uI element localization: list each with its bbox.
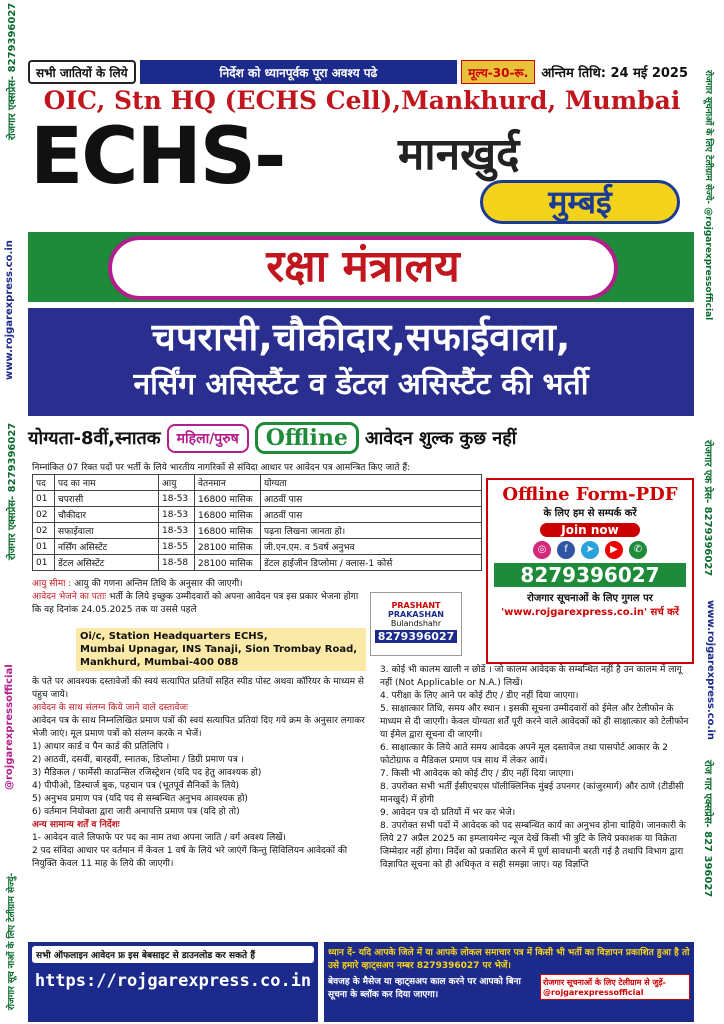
table-cell: डेंटल हाईजीन डिप्लोमा / क्लास-1 कोर्स [261,555,482,571]
table-cell: चौकीदार [55,507,159,523]
rule-item: 5. साक्षात्कार तिथि, समय और स्थान । इसकी सूचना उम्मीदवारों को ईमेल और टेलीफोन के माध्यम से दी जाएगी। केवल योग्यता शर्तें पूरी करने वाले आवेदकों को ही साक्षात्कार को टेलीफोन या ईमेल द्वारा सूचना दी जाएगी। [380,704,689,740]
table-row [33,523,482,539]
doc-item: 1) आधार कार्ड व पैन कार्ड की प्रतिलिपि । [32,742,170,752]
telegram-icon[interactable]: ➤ [581,541,599,559]
doc-item: 4) पीपीओ, डिस्चार्ज बुक, पहचान पत्र (भूतपूर्व सैनिकों के लिये) [32,781,240,791]
castes-label: सभी जातियों के लिये [28,60,136,84]
table-cell: 16800 मासिक [195,523,261,539]
posts-banner [28,308,694,416]
send-address [32,591,362,617]
echs-title: ECHS- [30,112,285,202]
top-bar [28,58,694,86]
address-line: Mumbai Upnagar, INS Tanaji, Sion Trombay Road, [80,644,358,655]
rule-item: 3. कोई भी कालम खाली न छोडें । जो कालम आवेदक के सम्बन्धित नहीं है उन कालम में लागू नहीं (Not Applicable or N.A.) लिखें। [380,665,682,688]
rule-item: 9. आवेदन पत्र दो प्रतियों में भर कर भेजे। [380,808,516,818]
age-limit [32,578,362,591]
table-cell: 16800 मासिक [195,491,261,507]
docs-label: आवेदन के साथ संलग्न किये जाने वाले दस्तावेजः [32,703,188,713]
side-text-right-url[interactable]: www.rojgarexpress.co.in [705,600,716,740]
table-cell: सफाईवाला [55,523,159,539]
logo-phone: 8279396027 [375,630,457,643]
side-text-left-insta[interactable]: @rojgarexpressofficial [4,664,15,790]
table-header: योग्यता [261,475,482,491]
right-column [380,664,694,872]
table-cell: 18-55 [159,539,195,555]
gender-badge: महिला/पुरुष [167,424,249,453]
ad-phone[interactable]: 8279396027 [494,563,686,587]
table-cell: 16800 मासिक [195,507,261,523]
table-cell: 28100 मासिक [195,555,261,571]
table-header: वेतनमान [195,475,261,491]
table-cell: आठवीं पास [261,491,482,507]
table-cell: 01 [33,539,55,555]
table-cell: 02 [33,523,55,539]
address-line: Oi/c, Station Headquarters ECHS, [80,631,268,642]
general-item: 2 पद संविदा आधार पर वर्तमान में केवल 1 वर्ष के लिये भरे जाएंगें किन्तु सिविलियन आवेदकों की नियुक्ति केवल 11 माह के लिये की जाएगी। [32,846,348,869]
side-text-right-top: रोजगार सूचनाओं के लिए टेलीग्राम सेज्ये- @rojgarexpressofficial [703,70,713,321]
left-column [32,578,362,617]
table-row [33,507,482,523]
table-cell: नर्सिंग असिस्टेंट [55,539,159,555]
age-label: आयु सीमा : [32,579,72,589]
table-cell: 18-58 [159,555,195,571]
vacancy-table [32,474,482,571]
footer-notice: ध्यान दें- यदि आपके जिले में या आपके लोकल समाचार पत्र में किसी भी भर्ती का विज्ञापन प्रकाशित हुआ है तो उसे हमारे व्हाट्सअप नम्बर 8279396027 पर भेजें। [328,948,690,971]
footer-right [324,942,694,1022]
rule-item: 7. किसी भी आवेदक को कोई टीए / डीए नहीं दिया जाएगा। [380,769,574,779]
intro-text: निम्नांकित 07 रिक्त पदों पर भर्ती के लिये भारतीय नागरिकों से संविदा आधार पर आवेदन पत्र आमन्त्रित किए जाते हैं: [32,463,411,473]
logo-city: Bulandshahr [390,619,442,628]
table-cell: 28100 मासिक [195,539,261,555]
footer-url[interactable]: https://rojgarexpress.co.in [34,971,312,991]
footer-download-text: सभी ऑफलाइन आवेदन फ्र इस बेबसाइट से डाउनलोड कर सकते हैं [32,946,314,963]
side-text-left-phone: रोजगार एक्सप्रेस- 8279396027 [7,422,18,560]
address-box [76,628,366,671]
side-text-left-url[interactable]: www.rojgarexpress.co.in [4,240,15,380]
table-header-row [33,475,482,491]
age-text: आयु की गणना अन्तिम तिथि के अनुसार की जाएगी। [74,579,243,589]
rule-item: 8. उपरोक्त सभी पदों में आवेदक को पद सम्बन्धित कार्य का अनुभव होना चाहिये। जानकारी के लिये 27 अप्रैल 2025 का इम्प्लायमेन्ट न्यूज देखें किसी भी त्रुटि के लिये प्रकाशक या विक्रेता जिम्मेदार नहीं होगा। निर्देश को प्रकाशित करने में पूर्ण सावधानी बरती गई है तथापि विभाग द्वारा विज्ञापित सूचना को ही अधिकृत व सही समझा जाए। यह विज्ञप्ति [380,821,686,870]
mankhurd-title: मानखुर्द [398,129,520,180]
rule-item: 8. उपरोक्त सभी भर्ती ईसीएचएस पॉलीक्लिनिक मुंबई उपनगर (कांजुरमार्ग) और ठाणे (टीडीसी मानखुर्द) में होगी [380,782,684,805]
offline-form-ad [486,478,694,664]
join-now-button[interactable]: Join now [540,523,640,537]
oic-heading: OIC, Stn HQ (ECHS Cell),Mankhurd, Mumbai [43,86,681,115]
doc-item: 5) अनुभव प्रमाण पत्र (यदि पद से सम्बन्धित अनुभव आवश्यक हो) [32,794,248,804]
table-row [33,491,482,507]
table-cell: आठवीं पास [261,507,482,523]
doc-item: 3) मैडिकल / फार्मेसी काउन्सिल रजिस्ट्रेशन (यदि पद हेतु आवश्यक हो) [32,768,262,778]
doc-item: 6) वर्तमान नियोक्ता द्वारा जारी अनापत्ति प्रमाण पत्र (यदि हो तो) [32,807,240,817]
eligibility-row [28,420,694,456]
instagram-icon[interactable]: ◎ [533,541,551,559]
table-cell: डेंटल असिस्टेंट [55,555,159,571]
ad-title: Offline Form-PDF [488,484,692,505]
general-item: 1- आवेदन वाले लिफाफे पर पद का नाम तथा अपना जाति / वर्ग अवश्य लिखें। [32,833,286,843]
table-cell: 18-53 [159,491,195,507]
table-cell: चपरासी [55,491,159,507]
mumbai-badge: मुम्बई [480,180,680,224]
table-cell: 01 [33,555,55,571]
posts-line1: चपरासी,चौकीदार,सफाईवाला, [151,315,571,359]
side-text-right-end: रोज गार एक्सप्रेस- 827 396027 [702,760,713,898]
logo-name1: PRASHANT [391,601,441,610]
send-text: भर्ती के लिये इच्छुक उम्मीदवारों को अपना आवेदन पत्र इस प्रकार भेजना होगा कि वह दिनांक 24.05.2025 तक या उससे पहले [32,592,359,615]
youtube-icon[interactable]: ▶ [605,541,623,559]
side-text-left-bottom: रोजगार सूच नाओं के लिए टेलीग्राम सेज्युं- [7,872,17,1010]
doc-item: 2) आठवीं, दसवीं, बारहवीं, स्नातक, डिप्लोमा / डिग्री प्रमाण पत्र । [32,755,244,765]
send-label: आवेदन भेजने का पताः [32,592,107,602]
footer-left [28,942,318,1022]
ad-site-text[interactable]: 'www.rojgarexpress.co.in' सर्च करें [501,607,679,618]
after-address: के पते पर आवश्यक दस्तावेजों की स्वयं सत्यापित प्रतियों सहित स्पीड पोस्ट अथवा कॉरियर के माध्यम से पंहुच जाये। [32,677,364,700]
footer-warning: बेवजह के मैसेज या व्हाट्सअप काल करने पर आपको बिना सूचना के ब्लॉक कर दिया जाएगा। [328,977,521,1000]
qualification-label: योग्यता-8वीं,स्नातक [28,428,161,449]
instruction-label: निर्देश को ध्यानपूर्वक पूरा अवश्य पढे [140,60,458,84]
facebook-icon[interactable]: f [557,541,575,559]
logo-name2: PRAKASHAN [388,610,444,619]
footer [28,942,694,1022]
table-header: आयु [159,475,195,491]
side-text-left-top: रोजगार एक्सप्रेस- 8279396027 [7,2,18,140]
address-line: Mankhurd, Mumbai-400 088 [80,657,239,668]
rule-item: 4. परीक्षा के लिए आने पर कोई टीए / डीए नहीं दिया जाएगा। [380,691,579,701]
side-text-right-phone: रोजगार एक प्रेस- 8279396027 [702,440,713,577]
table-row [33,539,482,555]
ministry-title: रक्षा मंत्रालय [108,236,618,300]
whatsapp-icon[interactable]: ✆ [629,541,647,559]
table-row [33,555,482,571]
posts-line2: नर्सिंग असिस्टैंट व डेंटल असिस्टैंट की भर्ती [133,367,589,402]
last-date-label: अन्तिम तिथि: 24 मई 2025 [535,60,694,84]
ad-google-text: रोजगार सूचनाओं के लिए गुगल पर [527,593,653,604]
fee-label: आवेदन शुल्क कुछ नहीं [364,428,517,449]
table-cell: 01 [33,491,55,507]
table-cell: 18-53 [159,507,195,523]
rule-item: 6. साक्षात्कार के लिये आते समय आवेदक अपने मूल दस्तावेज तथा पासपोर्ट आकार के 2 फोटोग्राफ व मैडिकल प्रमाण पत्र साथ में लेकर आयें। [380,743,669,766]
table-cell: 18-53 [159,523,195,539]
publisher-logo [370,592,462,656]
docs-text: आवेदन पत्र के साथ निम्नलिखित प्रमाण पत्रों की स्वयं सत्यापित प्रतियां दिए गये क्रम के अनुसार लगाकर भेजी जाएं। मूल प्रमाण पत्रों को संलग्न करके न भेजें। [32,716,365,739]
general-label: अन्य सामान्य शर्तें व निर्देशः [32,820,120,830]
table-header: पद [33,475,55,491]
left-column-lower [32,676,372,871]
table-cell: 02 [33,507,55,523]
footer-telegram-box[interactable]: रोजगार सूचनाओं के लिए टेलीग्राम से जुड़ें- @rojgarexpressofficial [540,974,690,1000]
ad-subtitle: के लिए हम से सम्पर्क करें [543,508,637,519]
mode-badge: Offline [255,422,359,454]
price-label: मूल्य-30-रू. [461,60,535,84]
table-header: पद का नाम [55,475,159,491]
social-icons [488,541,692,559]
table-cell: पढ़ना लिखना जानता हो। [261,523,482,539]
table-cell: जी.एन.एम. व 5वर्ष अनुभव [261,539,482,555]
